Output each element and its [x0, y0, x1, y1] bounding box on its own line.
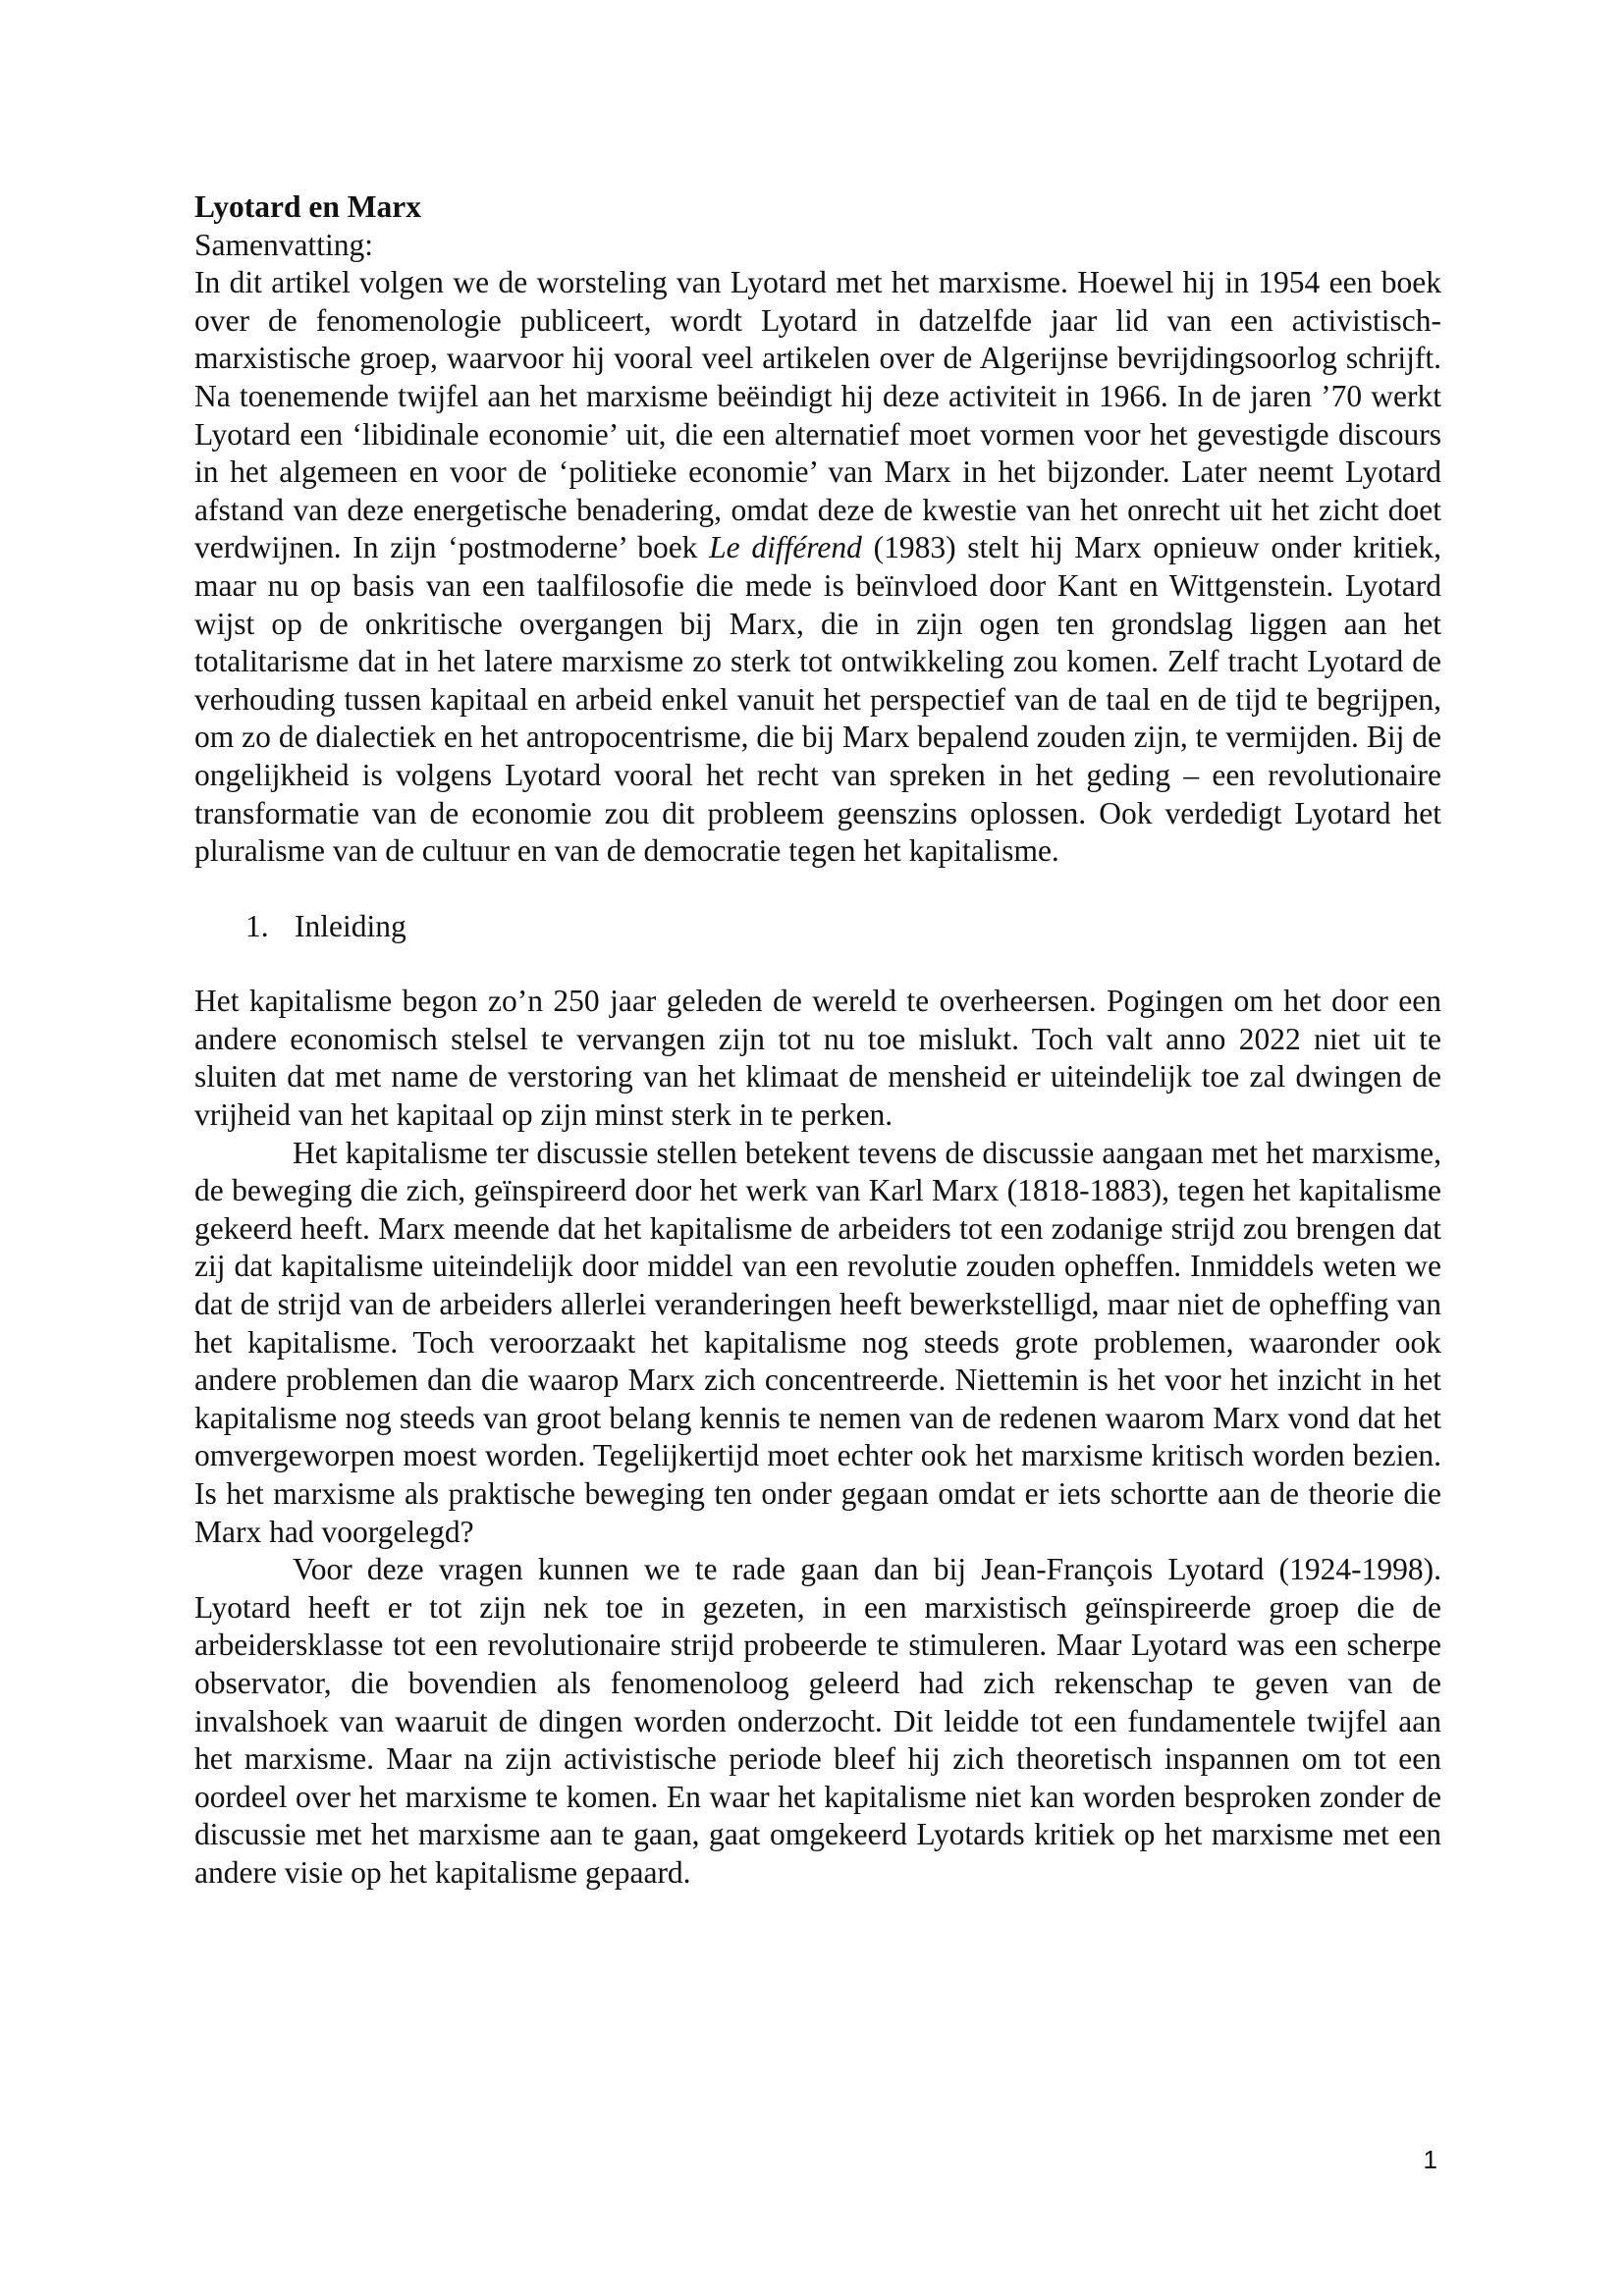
page-content: [194, 188, 1441, 1893]
body-paragraph-1: Het kapitalisme begon zo’n 250 jaar geleden de wereld te overheersen. Pogingen om het door een andere economisch stelsel te vervangen zijn tot nu toe mislukt. Toch valt anno 2022 niet uit te sluiten dat met name de verstoring van het klimaat de mensheid er uiteindelijk toe zal dwingen de vrijheid van het kapitaal op zijn minst sterk in te perken.: [194, 984, 1441, 1133]
section-title: Inleiding: [295, 908, 406, 943]
summary-book-title: Le différend: [709, 530, 862, 565]
summary-label: Samenvatting:: [194, 227, 373, 262]
page-number: 1: [1423, 2145, 1437, 2174]
section-heading: [194, 908, 1441, 946]
summary-text-part2: (1983) stelt hij Marx opnieuw onder kritiek, maar nu op basis van een taalfilosofie die mede is beïnvloed door Kant en Wittgenstein. Lyotard wijst op de onkritische overgangen bij Marx, die in zijn ogen ten grondslag liggen aan het totalitarisme dat in het latere marxisme zo sterk tot ontwikkeling zou komen. Zelf tracht Lyotard de verhouding tussen kapitaal en arbeid enkel vanuit het perspectief van de taal en de tijd te begrijpen, om zo de dialectiek en het antropocentrisme, die bij Marx bepalend zouden zijn, te vermijden. Bij de ongelijkheid is volgens Lyotard vooral het recht van spreken in het geding – een revolutionaire transformatie van de economie zou dit probleem geenszins oplossen. Ook verdedigt Lyotard het pluralisme van de cultuur en van de democratie tegen het kapitalisme.: [194, 530, 1442, 869]
document-title: Lyotard en Marx: [194, 189, 421, 224]
summary-text-part1: In dit artikel volgen we de worsteling van Lyotard met het marxisme. Hoewel hij in 1954 een boek over de fenomenologie publiceert, wordt Lyotard in datzelfde jaar lid van een activistisch-marxistische groep, waarvoor hij vooral veel artikelen over de Algerijnse bevrijdingsoorlog schrijft. Na toenemende twijfel aan het marxisme beëindigt hij deze activiteit in 1966. In de jaren ’70 werkt Lyotard een ‘libidinale economie’ uit, die een alternatief moet vormen voor het gevestigde discours in het algemeen en voor de ‘politieke economie’ van Marx in het bijzonder. Later neemt Lyotard afstand van deze energetische benadering, omdat deze de kwestie van het onrecht uit het zicht doet verdwijnen. In zijn ‘postmoderne’ boek: [194, 265, 1441, 565]
body-paragraph-3: Voor deze vragen kunnen we te rade gaan dan bij Jean-François Lyotard (1924-1998). Lyotard heeft er tot zijn nek toe in gezeten, in een marxistisch geïnspireerde groep die de arbeidersklasse tot een revolutionaire strijd probeerde te stimuleren. Maar Lyotard was een scherpe observator, die bovendien als fenomenoloog geleerd had zich rekenschap te geven van de invalshoek van waaruit de dingen worden onderzocht. Dit leidde tot een fundamentele twijfel aan het marxisme. Maar na zijn activistische periode bleef hij zich theoretisch inspannen om tot een oordeel over het marxisme te komen. En waar het kapitalisme niet kan worden besproken zonder de discussie met het marxisme aan te gaan, gaat omgekeerd Lyotards kritiek op het marxisme met een andere visie op het kapitalisme gepaard.: [194, 1552, 1441, 1890]
section-number: 1.: [245, 908, 269, 943]
body-paragraph-2: Het kapitalisme ter discussie stellen betekent tevens de discussie aangaan met het marxisme, de beweging die zich, geïnspireerd door het werk van Karl Marx (1818-1883), tegen het kapitalisme gekeerd heeft. Marx meende dat het kapitalisme de arbeiders tot een zodanige strijd zou brengen dat zij dat kapitalisme uiteindelijk door middel van een revolutie zouden opheffen. Inmiddels weten we dat de strijd van de arbeiders allerlei veranderingen heeft bewerkstelligd, maar niet de opheffing van het kapitalisme. Toch veroorzaakt het kapitalisme nog steeds grote problemen, waaronder ook andere problemen dan die waarop Marx zich concentreerde. Niettemin is het voor het inzicht in het kapitalisme nog steeds van groot belang kennis te nemen van de redenen waarom Marx vond dat het omvergeworpen moest worden. Tegelijkertijd moet echter ook het marxisme kritisch worden bezien. Is het marxisme als praktische beweging ten onder gegaan omdat er iets schortte aan de theorie die Marx had voorgelegd?: [194, 1135, 1441, 1549]
summary-paragraph: [194, 264, 1441, 871]
